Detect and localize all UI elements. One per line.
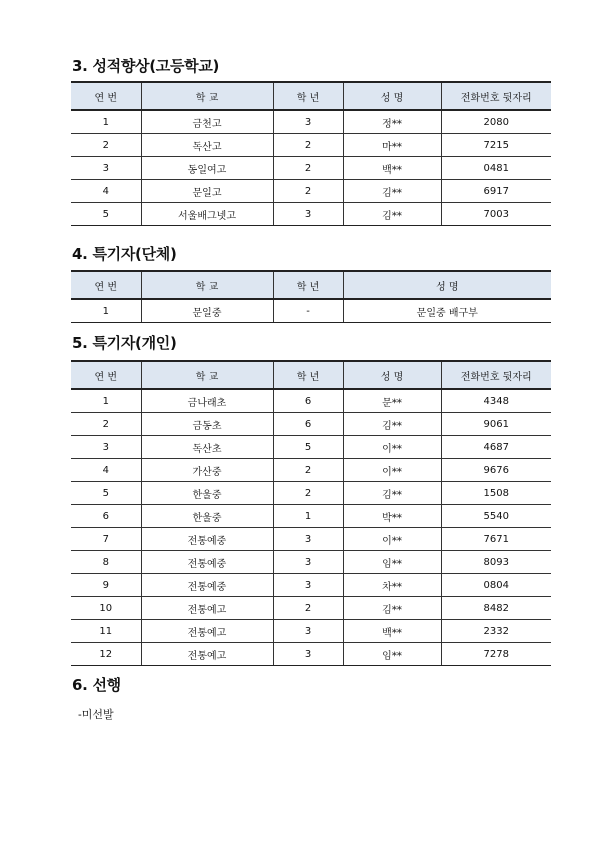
table-cell: 가산중 bbox=[141, 459, 273, 482]
column-header: 학 교 bbox=[141, 361, 273, 389]
table-row bbox=[71, 203, 551, 226]
table-cell: 5540 bbox=[441, 505, 551, 528]
table-cell: 2 bbox=[273, 180, 343, 203]
column-header: 학 년 bbox=[273, 361, 343, 389]
section-title-good-deeds: 6. 선행 bbox=[72, 676, 121, 694]
table-header-row bbox=[71, 271, 551, 299]
table-cell: 전통예중 bbox=[141, 551, 273, 574]
column-header: 성 명 bbox=[343, 82, 441, 110]
table-cell: 차** bbox=[343, 574, 441, 597]
column-header: 학 교 bbox=[141, 271, 273, 299]
table-cell: 7 bbox=[71, 528, 141, 551]
grade-improvement-table bbox=[71, 81, 551, 226]
column-header: 학 년 bbox=[273, 271, 343, 299]
table-cell: 3 bbox=[71, 157, 141, 180]
table-cell: 9 bbox=[71, 574, 141, 597]
table-cell: 4687 bbox=[441, 436, 551, 459]
table-row bbox=[71, 413, 551, 436]
table-cell: - bbox=[273, 299, 343, 323]
table-cell: 2 bbox=[273, 157, 343, 180]
table-cell: 박** bbox=[343, 505, 441, 528]
section-title-individual-specialist: 5. 특기자(개인) bbox=[72, 334, 177, 352]
table-cell: 금동초 bbox=[141, 413, 273, 436]
table-row bbox=[71, 620, 551, 643]
table-cell: 3 bbox=[273, 643, 343, 666]
table-cell: 7671 bbox=[441, 528, 551, 551]
table-cell: 2 bbox=[273, 482, 343, 505]
table-cell: 2 bbox=[71, 134, 141, 157]
table-cell: 7215 bbox=[441, 134, 551, 157]
table-cell: 김** bbox=[343, 180, 441, 203]
table-row bbox=[71, 110, 551, 134]
table-cell: 금천고 bbox=[141, 110, 273, 134]
table-cell: 독산초 bbox=[141, 436, 273, 459]
table-cell: 임** bbox=[343, 643, 441, 666]
table-cell: 이** bbox=[343, 436, 441, 459]
table-row bbox=[71, 574, 551, 597]
table-cell: 문일중 배구부 bbox=[343, 299, 551, 323]
table-cell: 임** bbox=[343, 551, 441, 574]
table-row bbox=[71, 528, 551, 551]
table-cell: 6 bbox=[71, 505, 141, 528]
table-cell: 9061 bbox=[441, 413, 551, 436]
table-cell: 5 bbox=[71, 203, 141, 226]
table-cell: 독산고 bbox=[141, 134, 273, 157]
table-row bbox=[71, 180, 551, 203]
table-cell: 2 bbox=[273, 459, 343, 482]
section-title-grade-improvement: 3. 성적향상(고등학교) bbox=[72, 57, 220, 75]
table-cell: 2 bbox=[71, 413, 141, 436]
table-cell: 1 bbox=[71, 110, 141, 134]
good-deeds-note: -미선발 bbox=[78, 708, 114, 721]
table-cell: 1508 bbox=[441, 482, 551, 505]
individual-specialist-table bbox=[71, 360, 551, 666]
table-cell: 문** bbox=[343, 389, 441, 413]
table-cell: 3 bbox=[71, 436, 141, 459]
table-cell: 1 bbox=[71, 389, 141, 413]
section-title-group-specialist: 4. 특기자(단체) bbox=[72, 245, 177, 263]
table-row bbox=[71, 389, 551, 413]
table-cell: 이** bbox=[343, 459, 441, 482]
table-cell: 한울중 bbox=[141, 505, 273, 528]
table-cell: 3 bbox=[273, 110, 343, 134]
table-cell: 2 bbox=[273, 134, 343, 157]
table-cell: 2332 bbox=[441, 620, 551, 643]
column-header: 전화번호 뒷자리 bbox=[441, 82, 551, 110]
table-cell: 전통예고 bbox=[141, 643, 273, 666]
table-cell: 10 bbox=[71, 597, 141, 620]
table-cell: 3 bbox=[273, 203, 343, 226]
table-cell: 금나래초 bbox=[141, 389, 273, 413]
table-cell: 1 bbox=[71, 299, 141, 323]
table-cell: 5 bbox=[273, 436, 343, 459]
table-cell: 4348 bbox=[441, 389, 551, 413]
table-row bbox=[71, 459, 551, 482]
column-header: 연 번 bbox=[71, 82, 141, 110]
table-cell: 4 bbox=[71, 459, 141, 482]
table-cell: 8 bbox=[71, 551, 141, 574]
column-header: 연 번 bbox=[71, 361, 141, 389]
table-row bbox=[71, 482, 551, 505]
table-cell: 2080 bbox=[441, 110, 551, 134]
table-cell: 김** bbox=[343, 203, 441, 226]
column-header: 성 명 bbox=[343, 271, 551, 299]
table-row bbox=[71, 436, 551, 459]
table-cell: 백** bbox=[343, 620, 441, 643]
table-cell: 3 bbox=[273, 551, 343, 574]
table-header-row bbox=[71, 82, 551, 110]
table-cell: 4 bbox=[71, 180, 141, 203]
table-row bbox=[71, 551, 551, 574]
table-cell: 문일고 bbox=[141, 180, 273, 203]
table-row bbox=[71, 157, 551, 180]
table-cell: 8093 bbox=[441, 551, 551, 574]
table-cell: 1 bbox=[273, 505, 343, 528]
table-cell: 8482 bbox=[441, 597, 551, 620]
table-cell: 김** bbox=[343, 597, 441, 620]
table-cell: 전통예고 bbox=[141, 597, 273, 620]
table-cell: 3 bbox=[273, 528, 343, 551]
table-cell: 9676 bbox=[441, 459, 551, 482]
table-cell: 6917 bbox=[441, 180, 551, 203]
table-cell: 3 bbox=[273, 574, 343, 597]
table-cell: 2 bbox=[273, 597, 343, 620]
column-header: 연 번 bbox=[71, 271, 141, 299]
table-cell: 김** bbox=[343, 413, 441, 436]
table-cell: 0804 bbox=[441, 574, 551, 597]
table-cell: 전통예중 bbox=[141, 574, 273, 597]
table-cell: 정** bbox=[343, 110, 441, 134]
table-cell: 이** bbox=[343, 528, 441, 551]
column-header: 학 교 bbox=[141, 82, 273, 110]
table-cell: 7278 bbox=[441, 643, 551, 666]
column-header: 성 명 bbox=[343, 361, 441, 389]
table-cell: 0481 bbox=[441, 157, 551, 180]
table-cell: 전통예고 bbox=[141, 620, 273, 643]
table-row bbox=[71, 597, 551, 620]
table-cell: 김** bbox=[343, 482, 441, 505]
table-row bbox=[71, 643, 551, 666]
table-row bbox=[71, 505, 551, 528]
table-cell: 서울배그넷고 bbox=[141, 203, 273, 226]
table-cell: 6 bbox=[273, 389, 343, 413]
table-cell: 5 bbox=[71, 482, 141, 505]
column-header: 전화번호 뒷자리 bbox=[441, 361, 551, 389]
table-cell: 문일중 bbox=[141, 299, 273, 323]
table-row bbox=[71, 134, 551, 157]
table-cell: 6 bbox=[273, 413, 343, 436]
table-cell: 마** bbox=[343, 134, 441, 157]
table-row bbox=[71, 299, 551, 323]
table-cell: 한울중 bbox=[141, 482, 273, 505]
column-header: 학 년 bbox=[273, 82, 343, 110]
group-specialist-table bbox=[71, 270, 551, 323]
table-cell: 11 bbox=[71, 620, 141, 643]
table-cell: 전통예중 bbox=[141, 528, 273, 551]
table-cell: 동일여고 bbox=[141, 157, 273, 180]
table-cell: 7003 bbox=[441, 203, 551, 226]
table-cell: 백** bbox=[343, 157, 441, 180]
table-header-row bbox=[71, 361, 551, 389]
table-cell: 3 bbox=[273, 620, 343, 643]
table-cell: 12 bbox=[71, 643, 141, 666]
